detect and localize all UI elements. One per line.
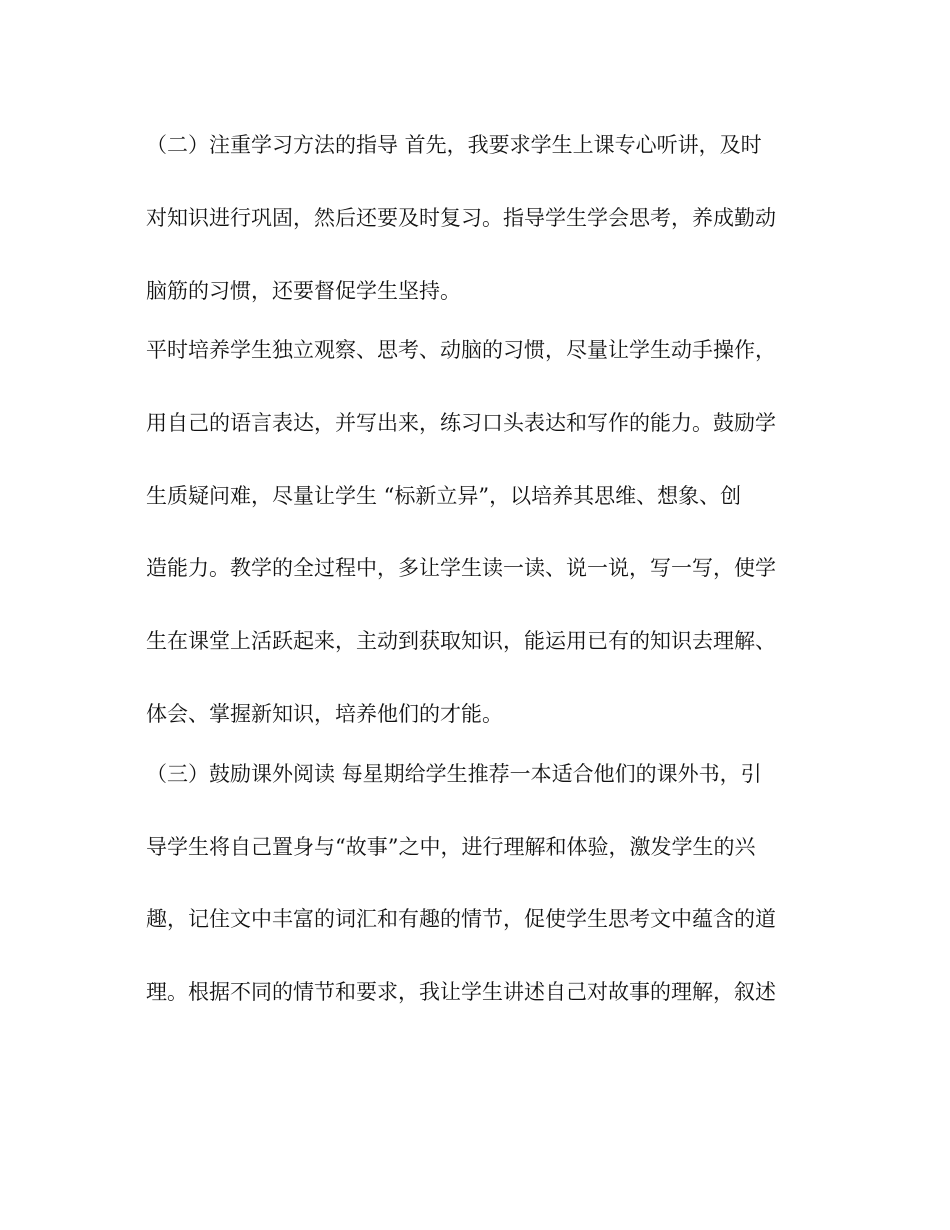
text-line: 导学生将自己置身与“故事”之中，进行理解和体验，激发学生的兴: [146, 835, 756, 859]
text-line: 体会、掌握新知识，培养他们的才能。: [146, 702, 503, 726]
text-line: 趣，记住文中丰富的词汇和有趣的情节，促使学生思考文中蕴含的道: [146, 907, 776, 931]
text-line: 造能力。教学的全过程中，多让学生读一读、说一说，写一写，使学: [146, 556, 776, 580]
text-line: 对知识进行巩固，然后还要及时复习。指导学生学会思考，养成勤动: [146, 206, 776, 230]
text-line: （三）鼓励课外阅读 每星期给学生推荐一本适合他们的课外书，引: [146, 762, 762, 786]
text-line: 脑筋的习惯，还要督促学生坚持。: [146, 279, 461, 303]
text-line: 用自己的语言表达，并写出来，练习口头表达和写作的能力。鼓励学: [146, 411, 776, 435]
text-line: 理。根据不同的情节和要求，我让学生讲述自己对故事的理解，叙述: [146, 980, 776, 1004]
text-line: 生质疑问难，尽量让学生 “标新立异”，以培养其思维、想象、创: [146, 484, 742, 508]
text-line: 平时培养学生独立观察、思考、动脑的习惯，尽量让学生动手操作，: [146, 338, 776, 362]
text-line: 生在课堂上活跃起来，主动到获取知识，能运用已有的知识去理解、: [146, 629, 776, 653]
text-line: （二）注重学习方法的指导 首先，我要求学生上课专心听讲，及时: [146, 133, 762, 157]
